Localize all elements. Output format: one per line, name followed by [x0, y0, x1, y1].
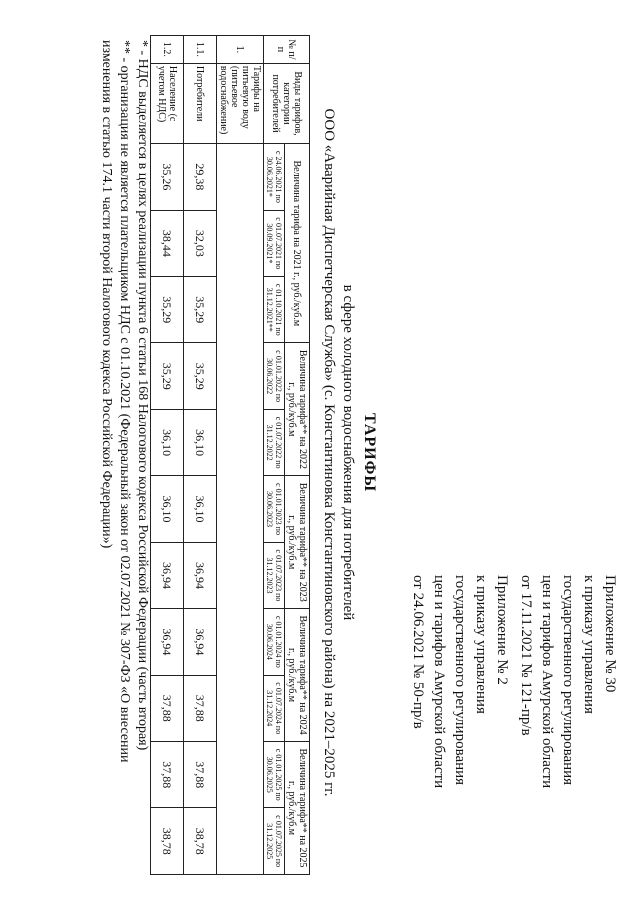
- appendix-line: Приложение № 30: [602, 575, 618, 693]
- tariff-value: 36,94: [151, 542, 184, 608]
- table-row: [184, 36, 217, 875]
- section-label: Тарифы на питьевую воду (питьевое водоснабжение): [217, 63, 264, 143]
- tariff-value: 32,03: [184, 210, 217, 276]
- tariff-value: 36,94: [184, 542, 217, 608]
- table-row: [151, 36, 184, 875]
- row-label: Население (с учетом НДС): [151, 63, 184, 143]
- row-no: 1.2.: [151, 36, 184, 64]
- footnote-vat: * - НДС выделяется в целях реализации пункта 6 статьи 168 Налогового кодекса Российской Федерации (часть вторая): [135, 40, 150, 751]
- header-period: с 01.10.2021 по 31.12.2021**: [264, 277, 285, 343]
- tariff-value: 37,88: [184, 742, 217, 808]
- table-period-row: [264, 36, 285, 875]
- header-year-group: Величина тарифа на 2021 г., руб./куб.м: [285, 144, 310, 343]
- tariff-value: 29,38: [184, 144, 217, 210]
- tariff-value: 35,26: [151, 144, 184, 210]
- header-period: с 01.01.2023 по 30.06.2023: [264, 476, 285, 542]
- appendix-line: к приказу управления: [473, 575, 489, 714]
- table-section-row: [217, 36, 264, 875]
- tariff-value: 36,94: [151, 609, 184, 675]
- appendix-line: цен и тарифов Амурской области: [431, 575, 447, 789]
- tariff-value: 37,88: [151, 675, 184, 741]
- header-kind: Виды тарифов, категории потребителей: [264, 63, 310, 143]
- tariff-value: 38,78: [184, 808, 217, 875]
- footnote-non-vat: ** - организация не является плательщиком НДС с 01.10.2021 (Федеральный закон от 02.07.2021 № 307-ФЗ «О внесении: [117, 40, 132, 763]
- tariff-value: 35,29: [151, 343, 184, 409]
- page-subtitle-organization: ООО «Аварийная Диспетчерская Служба» (с. Константиновка Константиновского района) на 2021–2025 гг.: [321, 108, 337, 797]
- header-year-group: Величина тарифа** на 2025 г., руб./куб.м: [285, 742, 310, 875]
- table-header-row: [285, 36, 310, 875]
- header-period: с 01.01.2024 по 30.06.2024: [264, 609, 285, 675]
- header-period: с 01.07.2023 по 31.12.2023: [264, 542, 285, 608]
- section-no: 1.: [217, 36, 264, 64]
- header-no: № п/п: [264, 36, 310, 64]
- header-year-group: Величина тарифа** на 2023 г., руб./куб.м: [285, 476, 310, 609]
- header-period: с 01.07.2021 по 30.09.2021*: [264, 210, 285, 276]
- header-period: с 01.07.2024 по 31.12.2024: [264, 675, 285, 741]
- appendix-line: от 17.11.2021 № 121-пр/в: [518, 575, 534, 736]
- tariff-value: 37,88: [184, 675, 217, 741]
- tariff-value: 36,94: [184, 609, 217, 675]
- tariff-value: 35,29: [184, 277, 217, 343]
- header-period: с 01.01.2022 по 30.06.2022: [264, 343, 285, 409]
- page-subtitle: в сфере холодного водоснабжения для потребителей: [340, 284, 356, 621]
- appendix-line: к приказу управления: [581, 575, 597, 714]
- row-no: 1.1.: [184, 36, 217, 64]
- header-year-group: Величина тарифа** на 2024 г., руб./куб.м: [285, 609, 310, 742]
- header-period: с 01.07.2022 по 31.12.2022: [264, 409, 285, 475]
- tariff-value: 35,29: [184, 343, 217, 409]
- tariff-value: 37,88: [151, 742, 184, 808]
- appendix-line: цен и тарифов Амурской области: [539, 575, 555, 789]
- appendix-line: государственного регулирования: [560, 575, 576, 786]
- tariff-value: 36,10: [184, 409, 217, 475]
- header-period: с 01.01.2025 по 30.06.2025: [264, 742, 285, 808]
- header-period: с 24.06.2021 по 30.06.2021*: [264, 144, 285, 210]
- appendix-block-original: [515, 575, 620, 875]
- header-period: с 01.07.2025 по 31.12.2025: [264, 808, 285, 875]
- header-year-group: Величина тарифа** на 2022 г., руб./куб.м: [285, 343, 310, 476]
- page-title: ТАРИФЫ: [361, 412, 378, 493]
- tariff-value: 36,10: [151, 409, 184, 475]
- tariff-value: 35,29: [151, 277, 184, 343]
- tariff-value: 38,44: [151, 210, 184, 276]
- appendix-line: Приложение № 2: [494, 575, 510, 685]
- appendix-line: государственного регулирования: [452, 575, 468, 786]
- tariff-table: [150, 35, 310, 875]
- section-empty: [217, 144, 264, 875]
- row-label: Потребители: [184, 63, 217, 143]
- appendix-line: от 24.06.2021 № 50-пр/в: [410, 575, 426, 729]
- appendix-block-reference: [407, 575, 512, 875]
- tariff-value: 36,10: [151, 476, 184, 542]
- tariff-value: 38,78: [151, 808, 184, 875]
- tariff-value: 36,10: [184, 476, 217, 542]
- footnote-non-vat-cont: изменения в статью 174.1 части второй Налогового кодекса Российской Федерации»): [99, 40, 114, 549]
